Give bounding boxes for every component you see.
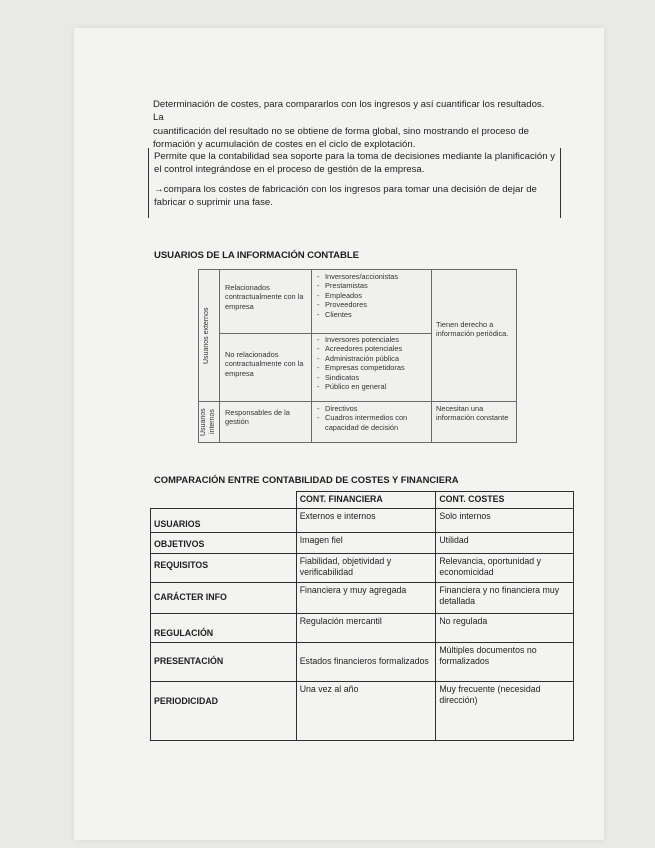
unrelated-list [317,335,429,391]
table-cell: Estados financieros formalizados [296,642,436,681]
row-label: USUARIOS [151,508,297,533]
internal-users-label: Usuarios internos [200,408,216,436]
table-cell: Utilidad [436,533,574,553]
table-row [151,582,574,614]
list-item: - Inversores potenciales [317,335,429,344]
boxed-note [148,148,561,218]
group-related: Relacionados contractualmente con la empresa [225,283,304,311]
table-cell: Externos e internos [296,508,436,533]
users-heading: USUARIOS DE LA INFORMACIÓN CONTABLE [154,250,359,261]
table-cell: Fiabilidad, objetividad y verificabilidad [296,553,436,582]
table-cell: No regulada [436,614,574,643]
list-item: - Empleados [317,291,429,300]
intro-line: Determinación de costes, para compararlos con los ingresos y así cuantificar los resultados. La [153,99,545,124]
list-item: - Acreedores potenciales [317,344,429,353]
management-list [317,404,429,432]
list-item: - Administración pública [317,354,429,363]
table-row [151,533,574,553]
table-cell: Solo internos [436,508,574,533]
boxed-line: fabricar o suprimir una fase. [154,197,273,209]
header-cell [151,492,297,509]
group-management: Responsables de la gestión [225,408,290,427]
table-cell: Regulación mercantil [296,614,436,643]
row-label: CARÁCTER INFO [151,582,297,614]
comparison-table [150,491,574,741]
external-note: Tienen derecho a información periódica. [436,320,509,339]
table-row [151,553,574,582]
intro-paragraph [153,98,553,152]
boxed-line: →compara los costes de fabricación con los ingresos para tomar una decisión de dejar de [154,183,537,195]
list-item: - Cuadros intermedios con capacidad de decisión [317,413,429,432]
intro-line: cuantificación del resultado no se obtiene de forma global, sino mostrando el proceso de [153,125,529,137]
list-item: - Público en general [317,382,429,391]
internal-note: Necesitan una información constante [436,404,509,423]
divider [431,270,432,442]
table-row [151,614,574,643]
row-label: PERIODICIDAD [151,681,297,740]
list-item: - Inversores/accionistas [317,272,429,281]
boxed-paragraph-1 [154,150,560,177]
table-row [151,681,574,740]
comparison-heading: COMPARACIÓN ENTRE CONTABILIDAD DE COSTES Y FINANCIERA [154,474,459,485]
table-cell: Imagen fiel [296,533,436,553]
intro-line: formación y acumulación de costes en el ciclo de explotación. [153,139,416,151]
table-cell: Múltiples documentos no formalizados [436,642,574,681]
divider [311,270,312,442]
row-label: PRESENTACIÓN [151,642,297,681]
header-cell: CONT. COSTES [436,492,574,509]
divider [219,270,220,442]
table-cell: Financiera y muy agregada [296,582,436,614]
row-label: REGULACIÓN [151,614,297,643]
list-item: - Clientes [317,310,429,319]
list-item: - Empresas competidoras [317,363,429,372]
divider [199,401,516,402]
boxed-paragraph-2 [154,183,560,210]
users-table [198,269,517,443]
boxed-line: Permite que la contabilidad sea soporte para la toma de decisiones mediante la planificación y [154,151,556,162]
table-cell: Relevancia, oportunidad y economicidad [436,553,574,582]
table-row [151,642,574,681]
row-label: OBJETIVOS [151,533,297,553]
list-item: - Directivos [317,404,429,413]
group-unrelated: No relacionados contractualmente con la empresa [225,350,304,378]
row-label: REQUISITOS [151,553,297,582]
list-item: - Sindicatos [317,373,429,382]
table-row [151,508,574,533]
header-cell: CONT. FINANCIERA [296,492,436,509]
table-cell: Financiera y no financiera muy detallada [436,582,574,614]
table-cell: Muy frecuente (necesidad dirección) [436,681,574,740]
table-header-row [151,492,574,509]
table-cell: Una vez al año [296,681,436,740]
divider [219,333,431,334]
related-list [317,272,429,319]
external-users-label: Usuarios externos [203,307,210,364]
list-item: - Prestamistas [317,281,429,290]
boxed-line: el control integrándose en el proceso de gestión de la empresa. [154,164,425,176]
list-item: - Proveedores [317,300,429,309]
